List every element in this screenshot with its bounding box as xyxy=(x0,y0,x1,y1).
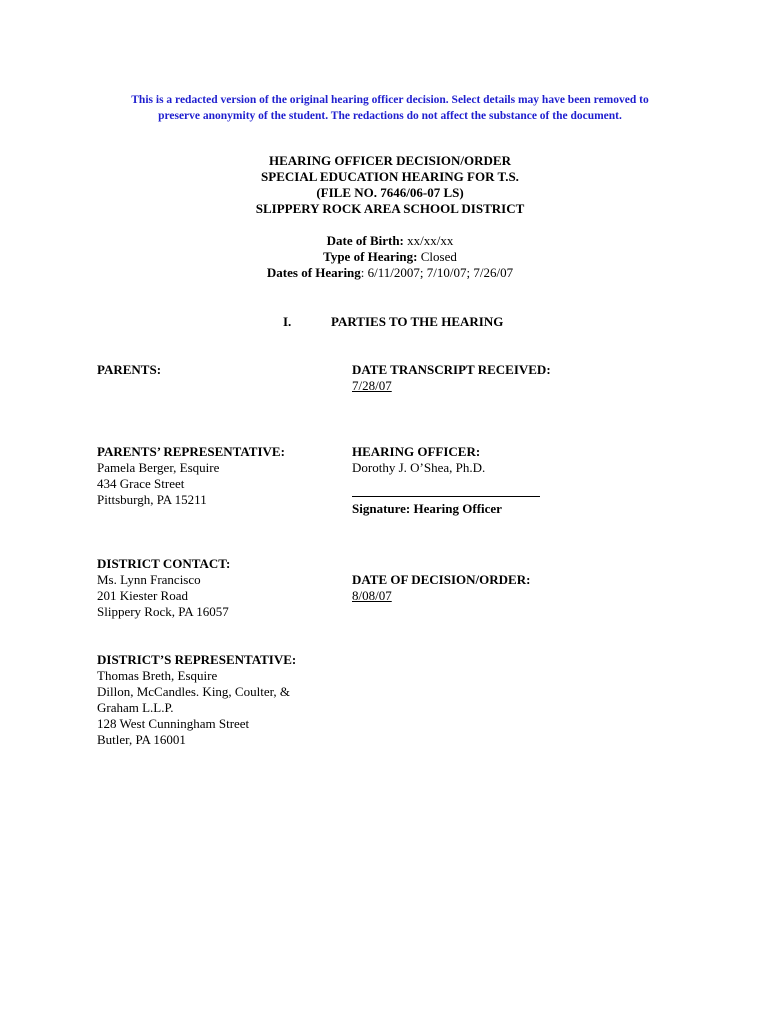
district-contact-name: Ms. Lynn Francisco xyxy=(97,572,201,587)
document-title xyxy=(60,153,720,217)
district-rep-firm-1: Dillon, McCandles. King, Coulter, & xyxy=(97,684,291,699)
spacer xyxy=(352,476,540,486)
dates-of-hearing-value: : 6/11/2007; 7/10/07; 7/26/07 xyxy=(360,265,514,280)
parents-representative-block xyxy=(97,444,285,508)
redaction-notice-line-2: preserve anonymity of the student. The redactions do not affect the substance of the document. xyxy=(158,110,622,122)
district-contact-city: Slippery Rock, PA 16057 xyxy=(97,604,229,619)
section-title: PARTIES TO THE HEARING xyxy=(331,314,504,329)
district-contact-street: 201 Kiester Road xyxy=(97,588,188,603)
decision-label: DATE OF DECISION/ORDER: xyxy=(352,572,531,587)
section-heading xyxy=(283,314,503,330)
hearing-officer-label: HEARING OFFICER: xyxy=(352,444,481,459)
title-line-2: SPECIAL EDUCATION HEARING FOR T.S. xyxy=(261,169,519,184)
transcript-date: 7/28/07 xyxy=(352,378,392,393)
dates-of-hearing xyxy=(60,265,720,281)
district-rep-city: Butler, PA 16001 xyxy=(97,732,186,747)
title-line-4: SLIPPERY ROCK AREA SCHOOL DISTRICT xyxy=(255,201,525,216)
redaction-notice xyxy=(60,92,720,124)
transcript-label: DATE TRANSCRIPT RECEIVED: xyxy=(352,362,551,377)
transcript-block xyxy=(352,362,551,394)
district-rep-street: 128 West Cunningham Street xyxy=(97,716,250,731)
parents-rep-street: 434 Grace Street xyxy=(97,476,185,491)
title-line-1: HEARING OFFICER DECISION/ORDER xyxy=(269,153,511,168)
parents-label: PARENTS: xyxy=(97,362,162,377)
signature-line xyxy=(352,486,540,497)
parents-rep-city: Pittsburgh, PA 15211 xyxy=(97,492,207,507)
district-representative-block xyxy=(97,652,296,748)
type-of-hearing-label: Type of Hearing: xyxy=(323,249,418,264)
district-rep-label: DISTRICT’S REPRESENTATIVE: xyxy=(97,652,297,667)
date-of-birth-value: xx/xx/xx xyxy=(403,233,454,248)
parents-rep-label: PARENTS’ REPRESENTATIVE: xyxy=(97,444,285,459)
dates-of-hearing-label: Dates of Hearing xyxy=(266,265,361,280)
hearing-officer-name: Dorothy J. O’Shea, Ph.D. xyxy=(352,460,486,475)
title-line-3: (FILE NO. 7646/06-07 LS) xyxy=(316,185,464,200)
signature-label: Signature: Hearing Officer xyxy=(352,501,502,516)
hearing-details xyxy=(60,233,720,281)
hearing-officer-block xyxy=(352,444,540,517)
type-of-hearing-value: Closed xyxy=(417,249,457,264)
parents-rep-name: Pamela Berger, Esquire xyxy=(97,460,220,475)
section-number: I. xyxy=(283,314,292,329)
parents-block xyxy=(97,362,161,378)
district-rep-firm-2: Graham L.L.P. xyxy=(97,700,174,715)
date-of-birth xyxy=(60,233,720,249)
decision-date: 8/08/07 xyxy=(352,588,392,603)
date-of-birth-label: Date of Birth: xyxy=(326,233,404,248)
decision-block xyxy=(352,572,530,604)
redaction-notice-line-1: This is a redacted version of the original hearing officer decision. Select details may have been removed to xyxy=(131,94,649,106)
district-contact-block xyxy=(97,556,230,620)
district-rep-name: Thomas Breth, Esquire xyxy=(97,668,218,683)
type-of-hearing xyxy=(60,249,720,265)
district-contact-label: DISTRICT CONTACT: xyxy=(97,556,231,571)
